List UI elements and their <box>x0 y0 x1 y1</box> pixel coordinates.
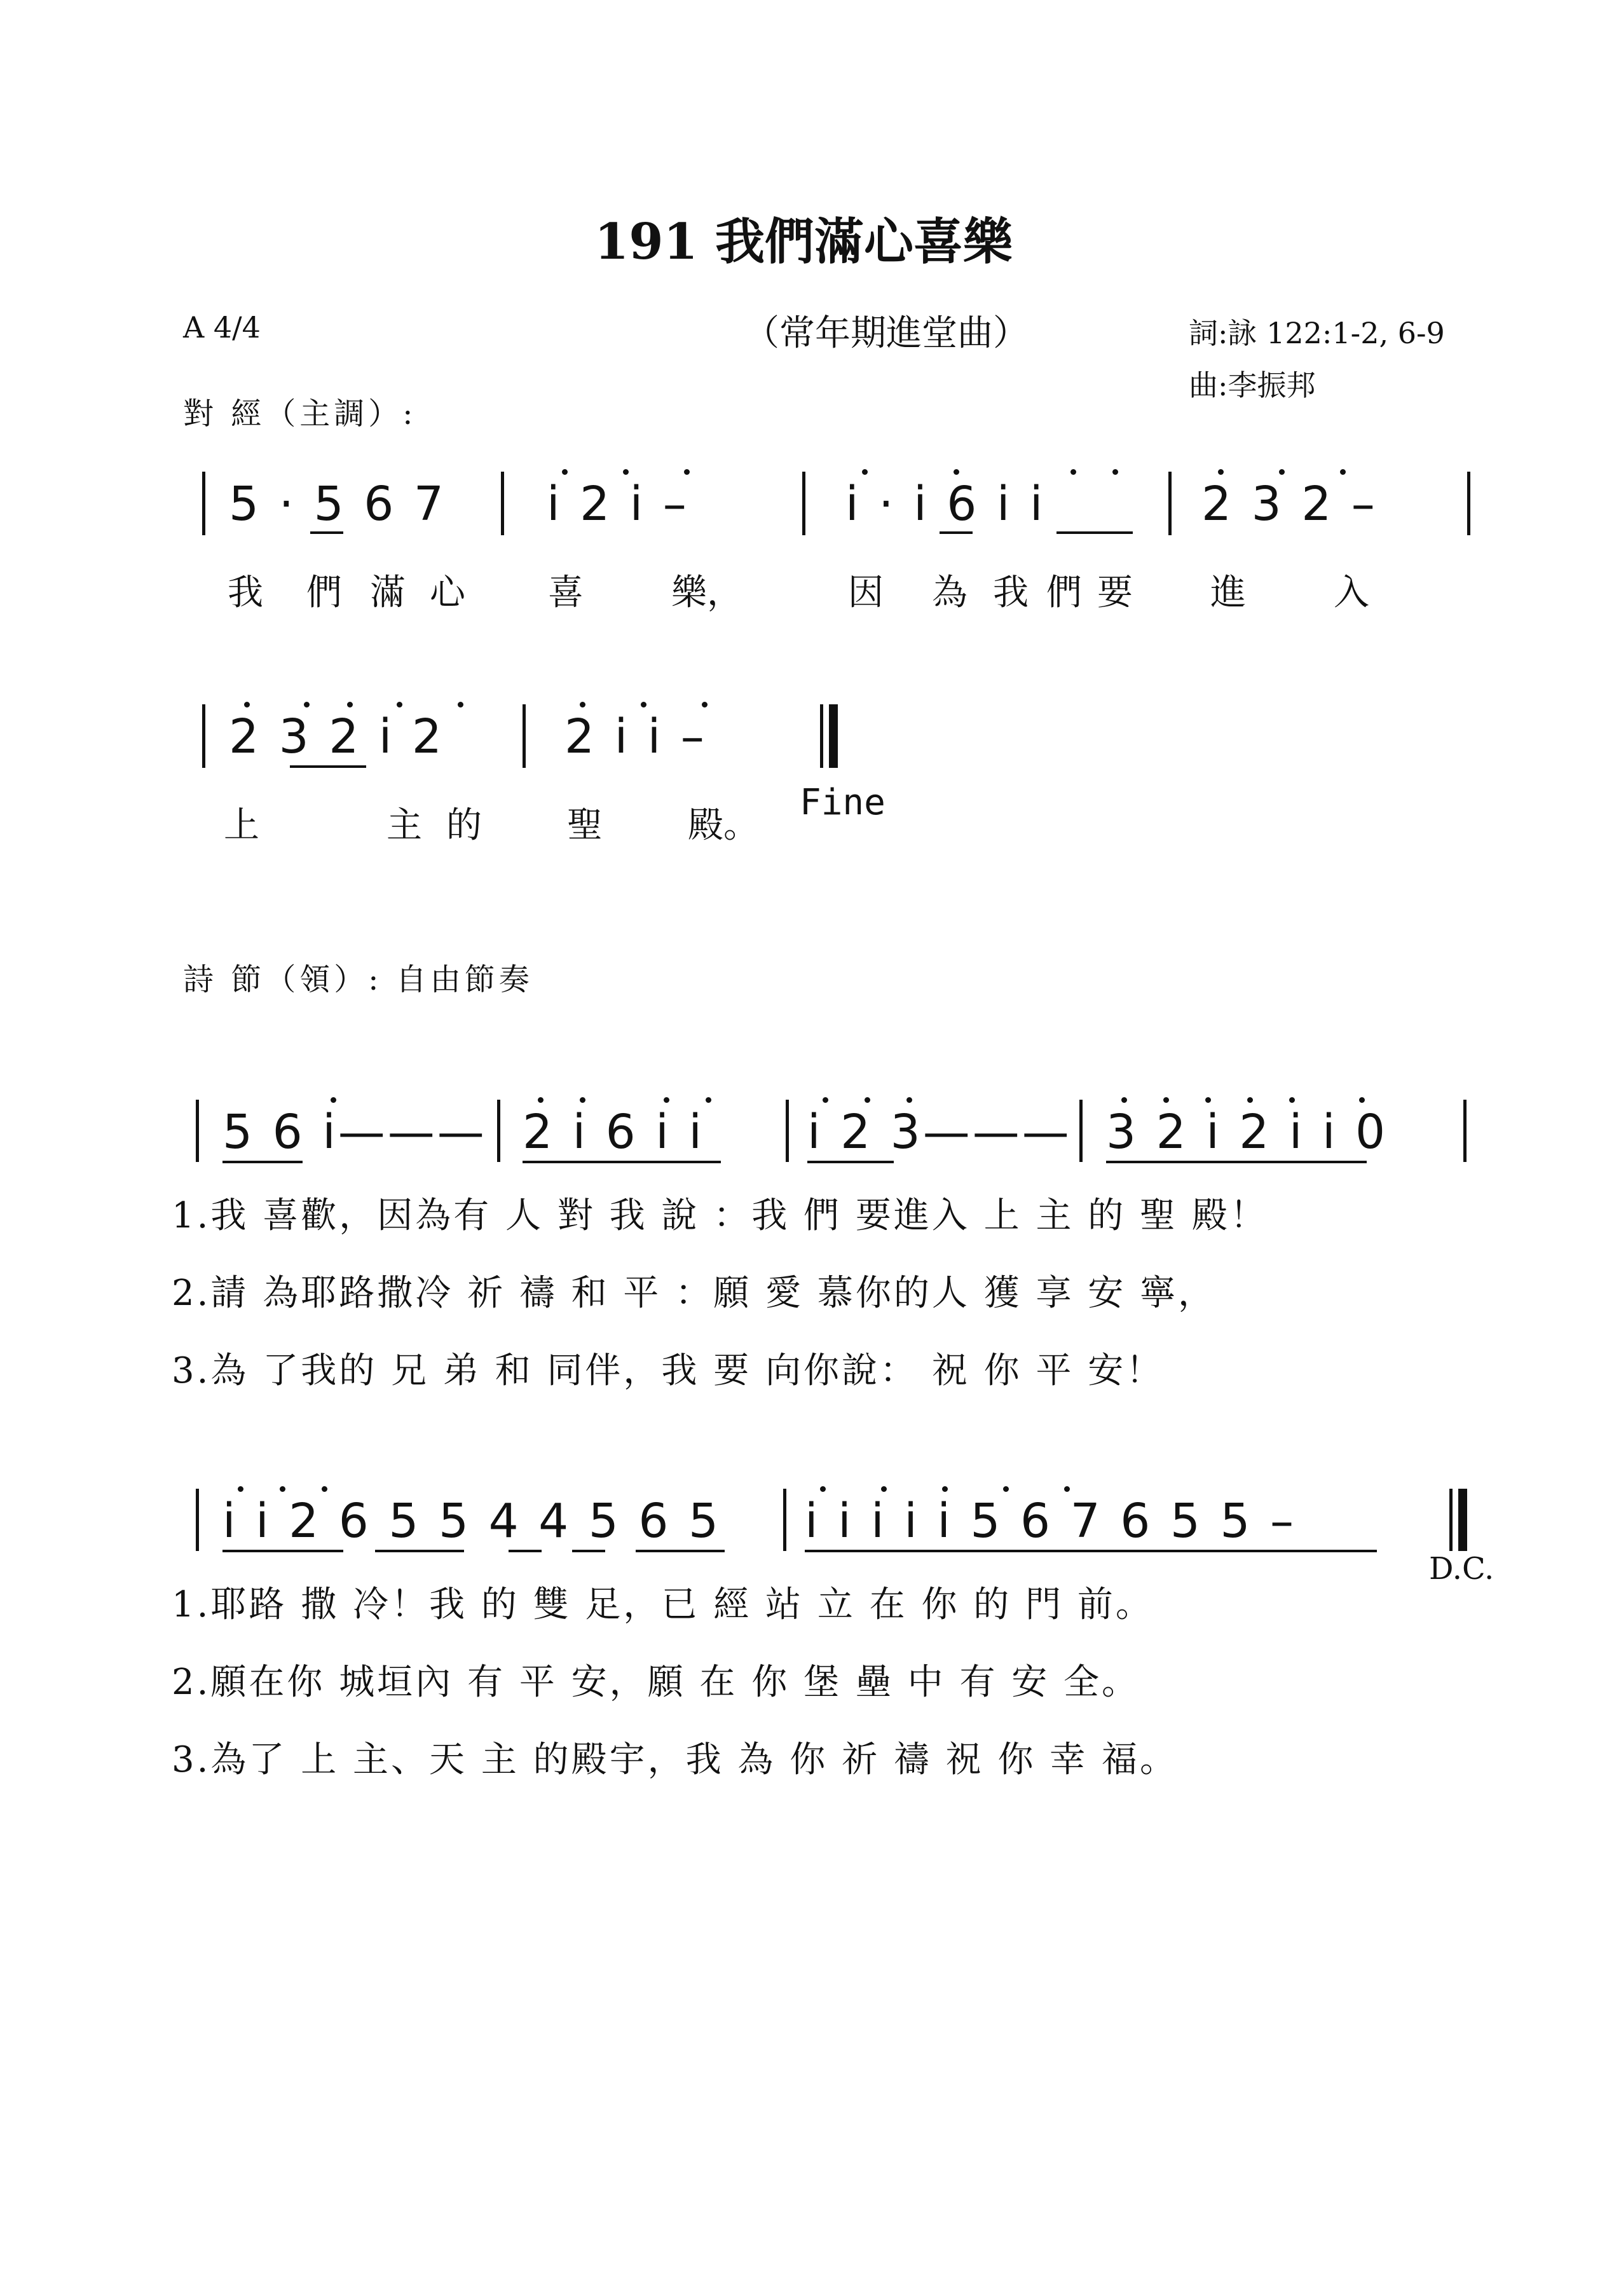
octave-dot <box>1112 469 1118 475</box>
page-title: 191 我們滿心喜樂 <box>594 213 1013 271</box>
barline <box>802 472 805 535</box>
octave-dot <box>280 1486 285 1492</box>
key-signature: A 4/4 <box>183 310 261 345</box>
barline <box>1168 472 1172 535</box>
barline <box>196 1100 199 1162</box>
lyric: 喜 <box>548 572 584 613</box>
underline <box>523 1161 721 1163</box>
underline <box>636 1550 725 1552</box>
verse-label: 詩 節（領）: 自由節奏 <box>183 962 533 997</box>
fine-mark: Fine <box>800 782 886 823</box>
underline <box>290 765 366 768</box>
measure: 2 i 6 i i <box>523 1105 704 1159</box>
octave-dot <box>706 1097 711 1103</box>
octave-dot <box>1279 469 1285 475</box>
octave-dot <box>1064 1486 1070 1492</box>
underline <box>1106 1161 1367 1163</box>
measure: 5 6 i——— <box>222 1105 487 1159</box>
verse-1-lyrics-a: 1.我 喜歡，因為有 人 對 我 說 ：我 們 要進入 上 主 的 聖 殿！ <box>172 1195 1268 1236</box>
underline <box>310 531 343 534</box>
lyric: 因 <box>848 572 884 613</box>
octave-dot <box>623 469 629 475</box>
measure: i i i i i 5 6 7 6 5 5 – <box>805 1494 1297 1548</box>
octave-dot <box>1359 1097 1365 1103</box>
octave-dot <box>1163 1097 1169 1103</box>
da-capo-mark: D.C. <box>1429 1551 1494 1587</box>
octave-dot <box>304 702 310 707</box>
subtitle: （常年期進堂曲） <box>744 313 1029 354</box>
barline <box>202 704 205 768</box>
lyric: 殿。 <box>688 805 759 846</box>
octave-dot <box>820 1486 826 1492</box>
lyric: 們 <box>306 572 342 613</box>
underline <box>222 1161 303 1163</box>
octave-dot <box>1218 469 1224 475</box>
octave-dot <box>322 1486 327 1492</box>
lyric: 主 <box>386 805 422 846</box>
octave-dot <box>238 1486 243 1492</box>
octave-dot <box>865 1097 870 1103</box>
octave-dot <box>580 702 585 707</box>
verse-2-lyrics-a: 2.請 為耶路撒冷 祈 禱 和 平 ：願 愛 慕你的人 獲 享 安 寧， <box>172 1273 1217 1314</box>
octave-dot <box>244 702 250 707</box>
octave-dot <box>347 702 353 707</box>
measure: 2 3 2 – <box>1201 477 1378 531</box>
octave-dot <box>862 469 868 475</box>
barline <box>1467 472 1470 535</box>
verse-3-lyrics-b: 3.為了 上 主、天 主 的殿宇，我 為 你 祈 禱 祝 你 幸 福。 <box>172 1739 1179 1780</box>
barline <box>1079 1100 1083 1162</box>
verse-2-lyrics-b: 2.願在你 城垣內 有 平 安，願 在 你 堡 壘 中 有 安 全。 <box>172 1662 1140 1703</box>
octave-dot <box>823 1097 828 1103</box>
underline <box>1057 531 1133 534</box>
measure: 2 i i – <box>564 709 707 764</box>
octave-dot <box>664 1097 669 1103</box>
octave-dot <box>1205 1097 1211 1103</box>
octave-dot <box>1340 469 1346 475</box>
octave-dot <box>538 1097 544 1103</box>
underline <box>805 1550 1377 1552</box>
octave-dot <box>397 702 402 707</box>
lyric: 樂， <box>671 572 742 613</box>
underline <box>222 1550 343 1552</box>
refrain-label: 對 經（主調）: <box>183 396 417 432</box>
octave-dot <box>1121 1097 1127 1103</box>
barline <box>202 472 205 535</box>
barline <box>501 472 504 535</box>
barline <box>820 704 823 768</box>
octave-dot <box>942 1486 948 1492</box>
measure: 5 · 5 6 7 <box>229 477 446 531</box>
octave-dot <box>562 469 568 475</box>
underline <box>375 1550 464 1552</box>
lyric: 要 <box>1097 572 1133 613</box>
final-barline <box>829 704 838 768</box>
octave-dot <box>1247 1097 1253 1103</box>
barline <box>523 704 526 768</box>
octave-dot <box>1070 469 1076 475</box>
measure: i 2 3——— <box>807 1105 1072 1159</box>
barline <box>783 1489 786 1551</box>
octave-dot <box>702 702 708 707</box>
underline <box>572 1550 605 1552</box>
lyric: 滿 <box>370 572 406 613</box>
lyric: 為 <box>932 572 968 613</box>
lyric: 入 <box>1334 572 1369 613</box>
underline <box>509 1550 542 1552</box>
final-barline <box>1458 1489 1467 1551</box>
barline <box>497 1100 500 1162</box>
octave-dot <box>641 702 646 707</box>
lyric: 我 <box>228 572 263 613</box>
lyric: 的 <box>446 805 482 846</box>
octave-dot <box>684 469 690 475</box>
octave-dot <box>954 469 959 475</box>
measure: i · i 6 i i <box>845 477 1046 531</box>
octave-dot <box>1003 1486 1009 1492</box>
lyric: 上 <box>224 805 259 846</box>
verse-3-lyrics-a: 3.為 了我的 兄 弟 和 同伴，我 要 向你說： 祝 你 平 安！ <box>172 1350 1165 1391</box>
barline <box>1449 1489 1453 1551</box>
lyric: 聖 <box>567 805 603 846</box>
octave-dot <box>331 1097 336 1103</box>
lyric: 我 <box>993 572 1029 613</box>
octave-dot <box>580 1097 585 1103</box>
lyric: 進 <box>1210 572 1246 613</box>
measure: 3 2 i 2 i i 0 <box>1106 1105 1388 1159</box>
octave-dot <box>458 702 463 707</box>
measure: 2 3 2 i 2 <box>229 709 444 764</box>
underline <box>807 1161 894 1163</box>
music-credit: 曲:李振邦 <box>1189 368 1316 402</box>
barline <box>196 1489 199 1551</box>
octave-dot <box>1289 1097 1295 1103</box>
barline <box>786 1100 789 1162</box>
underline <box>940 531 973 534</box>
measure: i i 2 6 5 5 4 4 5 6 5 <box>222 1494 721 1548</box>
octave-dot <box>906 1097 912 1103</box>
octave-dot <box>881 1486 887 1492</box>
measure: i 2 i – <box>547 477 689 531</box>
verse-1-lyrics-b: 1.耶路 撒 冷！我 的 雙 足，已 經 站 立 在 你 的 門 前。 <box>172 1584 1154 1625</box>
lyrics-credit: 詞:詠 122:1-2, 6-9 <box>1189 316 1445 350</box>
lyric: 們 <box>1046 572 1082 613</box>
lyric: 心 <box>430 572 465 613</box>
barline <box>1463 1100 1467 1162</box>
